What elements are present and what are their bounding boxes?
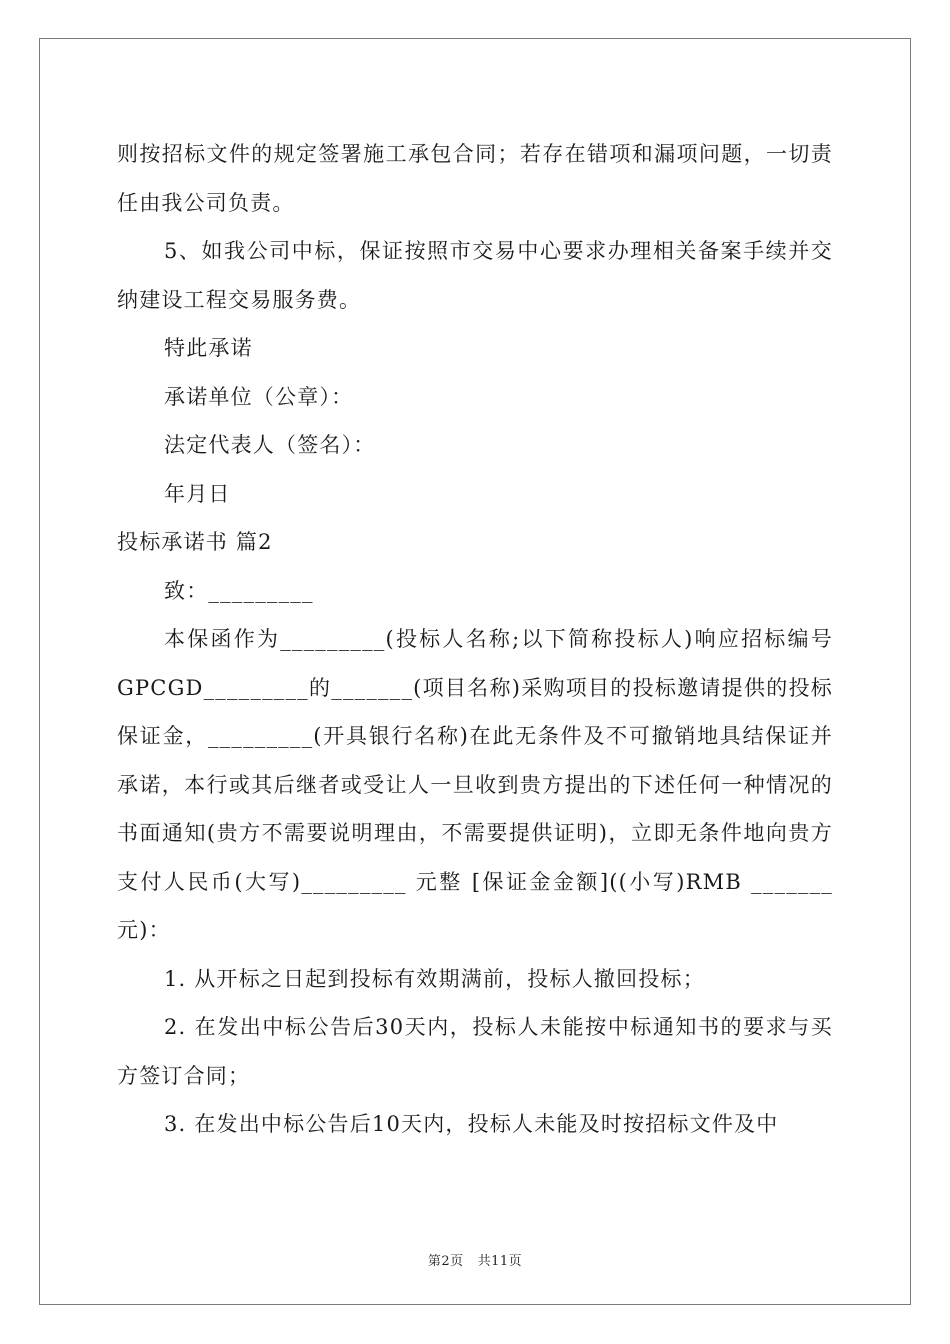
paragraph-condition-1: 1. 从开标之日起到投标有效期满前，投标人撤回投标； bbox=[164, 966, 705, 991]
paragraph-promising-unit: 承诺单位（公章）： bbox=[164, 384, 354, 409]
paragraph-condition-2: 2. 在发出中标公告后30天内，投标人未能按中标通知书的要求与买方签订合同； bbox=[117, 1015, 833, 1088]
page-footer bbox=[0, 1250, 950, 1269]
paragraph-item-5: 5、如我公司中标，保证按照市交易中心要求办理相关备案手续并交纳建设工程交易服务费。 bbox=[117, 239, 833, 312]
paragraph-legal-representative: 法定代表人（签名）： bbox=[164, 433, 376, 457]
paragraph-date: 年月日 bbox=[164, 481, 231, 506]
paragraph-condition-3: 3. 在发出中标公告后10天内，投标人未能及时按招标文件及中 bbox=[164, 1112, 779, 1136]
paragraph-continuation: 则按招标文件的规定签署施工承包合同；若存在错项和漏项问题，一切责任由我公司负责。 bbox=[117, 142, 833, 215]
paragraph-guarantee-body: 本保函作为_________(投标人名称;以下简称投标人)响应招标编号GPCGD_________的_______(项目名称)采购项目的投标邀请提供的投标保证金，_________(开具银行名称)在此无条件及不可撤销地具结保证并承诺，本行或其后继者或受让人一旦收到贵方提出的下述任何一种情况的书面通知(贵方不需要说明理由，不需要提供证明)，立即无条件地向贵方支付人民币(大写)_________ 元整 [保证金金额]((小写)RMB _______元)： bbox=[117, 627, 833, 942]
paragraph-hereby-promise: 特此承诺 bbox=[164, 336, 253, 360]
document-body bbox=[117, 130, 833, 1149]
total-pages: 共11页 bbox=[477, 1254, 523, 1269]
section-heading: 投标承诺书 篇2 bbox=[117, 530, 273, 554]
paragraph-addressee: 致：_________ bbox=[164, 578, 314, 603]
page-number: 第2页 bbox=[427, 1254, 464, 1269]
